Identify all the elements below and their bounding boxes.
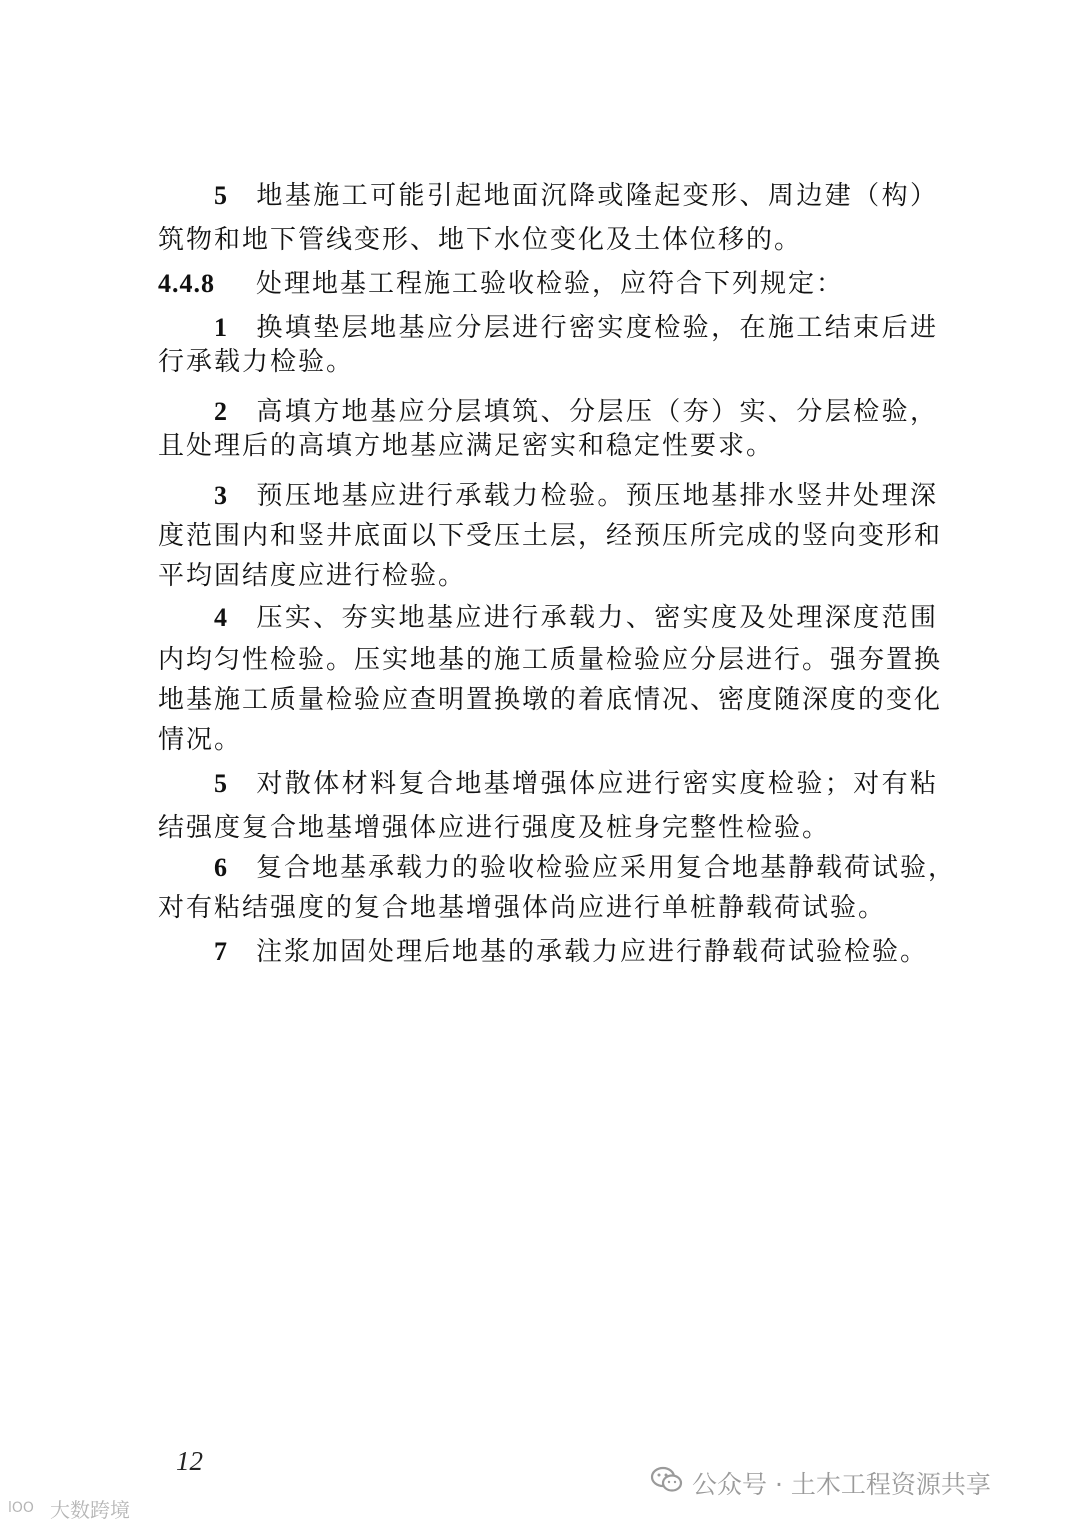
item-line: 内均匀性检验。压实地基的施工质量检验应分层进行。强夯置换: [158, 645, 943, 675]
item-line: 6 复合地基承载力的验收检验应采用复合地基静载荷试验，: [214, 846, 938, 890]
page-number: 12: [176, 1446, 203, 1476]
item-number: 2: [214, 397, 229, 426]
item-number: 4: [214, 603, 229, 632]
item-line: 2 高填方地基应分层填筑、分层压（夯）实、分层检验，: [214, 390, 938, 434]
item-line: 4 压实、夯实地基应进行承载力、密实度及处理深度范围: [214, 596, 938, 640]
item-number: 5: [214, 181, 229, 210]
item-line: 1 换填垫层地基应分层进行密实度检验，在施工结束后进: [214, 306, 938, 350]
item-line: 情况。: [158, 725, 243, 755]
clause-number: 4.4.8: [158, 269, 215, 298]
item-line: 结强度复合地基增强体应进行强度及桩身完整性检验。: [158, 813, 831, 843]
item-line: 对有粘结强度的复合地基增强体尚应进行单桩静载荷试验。: [158, 893, 887, 923]
item-line: 5 对散体材料复合地基增强体应进行密实度检验；对有粘: [214, 762, 938, 806]
item-line: 行承载力检验。: [158, 347, 355, 377]
item-line: 3 预压地基应进行承载力检验。预压地基排水竖井处理深: [214, 474, 938, 518]
item-line: 且处理后的高填方地基应满足密实和稳定性要求。: [158, 431, 775, 461]
wechat-watermark: [650, 1465, 991, 1501]
item-line: 7 注浆加固处理后地基的承载力应进行静载荷试验检验。: [214, 930, 938, 974]
item-line: 地基施工质量检验应查明置换墩的着底情况、密度随深度的变化: [158, 685, 943, 715]
item-number: 1: [214, 313, 229, 342]
item-number: 7: [214, 937, 229, 966]
item-line: 筑物和地下管线变形、地下水位变化及土体位移的。: [158, 225, 803, 255]
clause-heading: 4.4.8 处理地基工程施工验收检验，应符合下列规定：: [158, 262, 938, 306]
svg-text:lOO: lOO: [8, 1499, 34, 1516]
item-line: 平均固结度应进行检验。: [158, 561, 467, 591]
watermark-text: 公众号 · 土木工程资源共享: [692, 1470, 991, 1499]
item-number: 3: [214, 481, 229, 510]
item-number: 6: [214, 853, 229, 882]
item-line: 5 地基施工可能引起地面沉降或隆起变形、周边建（构）: [214, 174, 938, 218]
brand-logo-icon: [6, 1494, 46, 1523]
wechat-icon: [650, 1465, 684, 1501]
item-line: 度范围内和竖井底面以下受压土层，经预压所完成的竖向变形和: [158, 521, 943, 551]
brand-watermark-text: 大数跨境: [50, 1497, 130, 1522]
item-number: 5: [214, 769, 229, 798]
brand-watermark: [6, 1493, 130, 1523]
